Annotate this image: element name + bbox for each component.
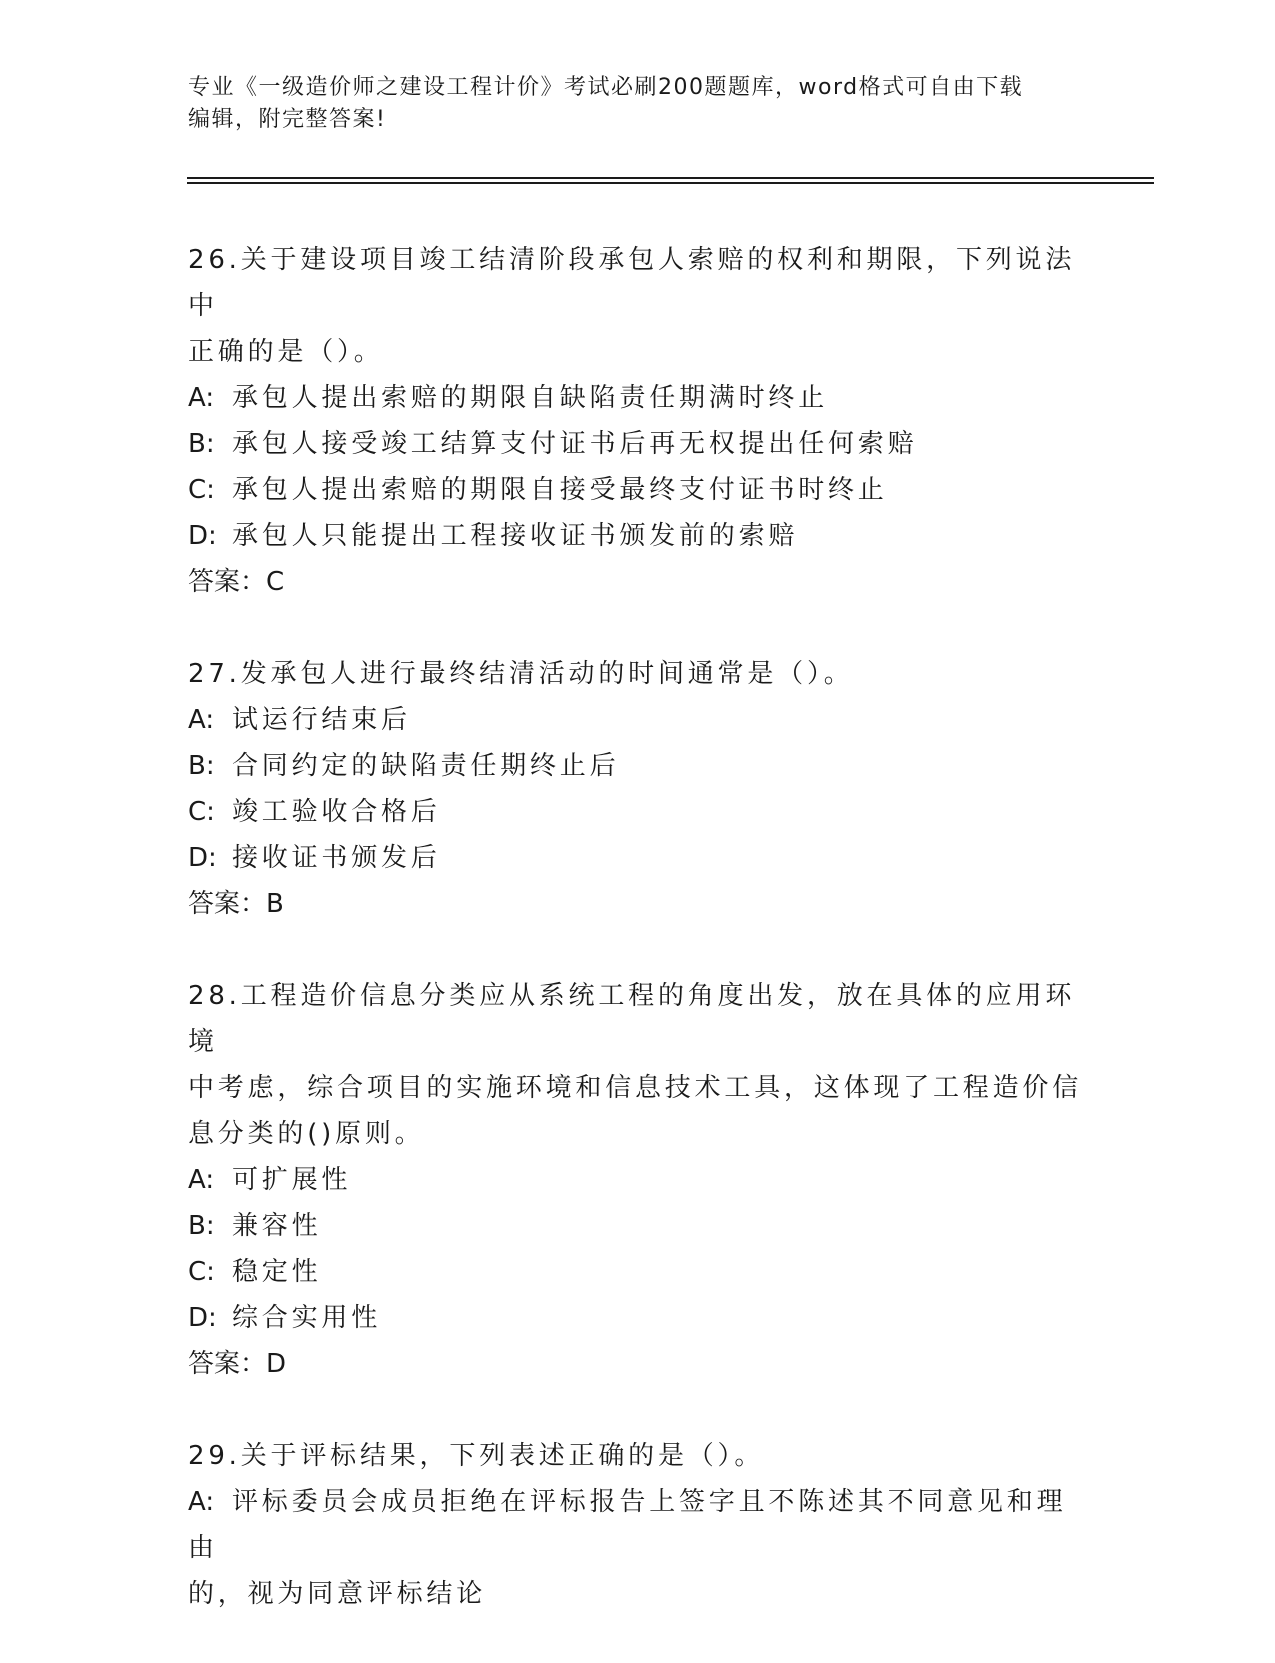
option-text: 可扩展性: [232, 1165, 352, 1195]
answer-value: B: [266, 889, 284, 919]
option-d: [188, 1295, 1088, 1341]
question-29: [188, 1433, 1088, 1617]
option-label: B:: [188, 751, 215, 781]
question-text-line: 息分类的()原则。: [188, 1119, 425, 1149]
option-b: [188, 421, 1088, 467]
option-a: [188, 1479, 1088, 1571]
question-text-line: 26.关于建设项目竣工结清阶段承包人索赔的权利和期限，下列说法中: [188, 245, 1076, 321]
option-label: A:: [188, 705, 215, 735]
option-text: 合同约定的缺陷责任期终止后: [232, 751, 620, 781]
option-c: [188, 467, 1088, 513]
question-text-line: 正确的是（）。: [188, 337, 384, 367]
option-text: 评标委员会成员拒绝在评标报告上签字且不陈述其不同意见和理由: [188, 1487, 1067, 1563]
option-label: C:: [188, 1257, 215, 1287]
option-label: D:: [188, 1303, 217, 1333]
question-27: [188, 651, 1088, 927]
question-text-line: 27.发承包人进行最终结清活动的时间通常是（）。: [188, 659, 854, 689]
option-c: [188, 1249, 1088, 1295]
header-rule-top: [187, 177, 1154, 179]
option-d: [188, 835, 1088, 881]
option-a-continued: 的，视为同意评标结论: [188, 1579, 487, 1609]
option-text: 承包人只能提出工程接收证书颁发前的索赔: [232, 521, 799, 551]
option-text: 综合实用性: [232, 1303, 382, 1333]
option-text: 承包人接受竣工结算支付证书后再无权提出任何索赔: [232, 429, 918, 459]
option-label: B:: [188, 429, 215, 459]
option-text: 兼容性: [232, 1211, 322, 1241]
answer-line: [188, 1341, 1088, 1387]
option-label: B:: [188, 1211, 215, 1241]
option-label: A:: [188, 383, 215, 413]
option-b: [188, 1203, 1088, 1249]
answer-label: 答案：: [188, 889, 267, 919]
option-a: [188, 697, 1088, 743]
option-label: D:: [188, 843, 217, 873]
header-line-1: 专业《一级造价师之建设工程计价》考试必刷200题题库，word格式可自由下载: [188, 75, 1024, 100]
question-text-line: 中考虑，综合项目的实施环境和信息技术工具，这体现了工程造价信: [188, 1073, 1083, 1103]
option-label: C:: [188, 797, 215, 827]
question-text-line: 29.关于评标结果，下列表述正确的是（）。: [188, 1441, 765, 1471]
answer-label: 答案：: [188, 1349, 267, 1379]
answer-value: D: [266, 1349, 287, 1379]
question-28: [188, 973, 1088, 1387]
header-rule-bottom: [187, 182, 1154, 184]
header-line-2: 编辑，附完整答案!: [188, 107, 387, 132]
question-26: [188, 237, 1088, 605]
option-c: [188, 789, 1088, 835]
option-label: A:: [188, 1165, 215, 1195]
option-label: C:: [188, 475, 215, 505]
option-text: 稳定性: [232, 1257, 322, 1287]
option-a: [188, 1157, 1088, 1203]
answer-label: 答案：: [188, 567, 267, 597]
option-text: 承包人提出索赔的期限自接受最终支付证书时终止: [232, 475, 888, 505]
answer-line: [188, 559, 1088, 605]
option-label: D:: [188, 521, 217, 551]
option-text: 竣工验收合格后: [232, 797, 441, 827]
option-b: [188, 743, 1088, 789]
answer-value: C: [266, 567, 285, 597]
option-d: [188, 513, 1088, 559]
option-text: 试运行结束后: [232, 705, 411, 735]
document-header: [188, 72, 1088, 136]
option-a: [188, 375, 1088, 421]
question-text-line: 28.工程造价信息分类应从系统工程的角度出发，放在具体的应用环境: [188, 981, 1076, 1057]
option-label: A:: [188, 1487, 215, 1517]
answer-line: [188, 881, 1088, 927]
option-text: 接收证书颁发后: [232, 843, 441, 873]
option-text: 承包人提出索赔的期限自缺陷责任期满时终止: [232, 383, 829, 413]
question-list: [188, 237, 1088, 1663]
